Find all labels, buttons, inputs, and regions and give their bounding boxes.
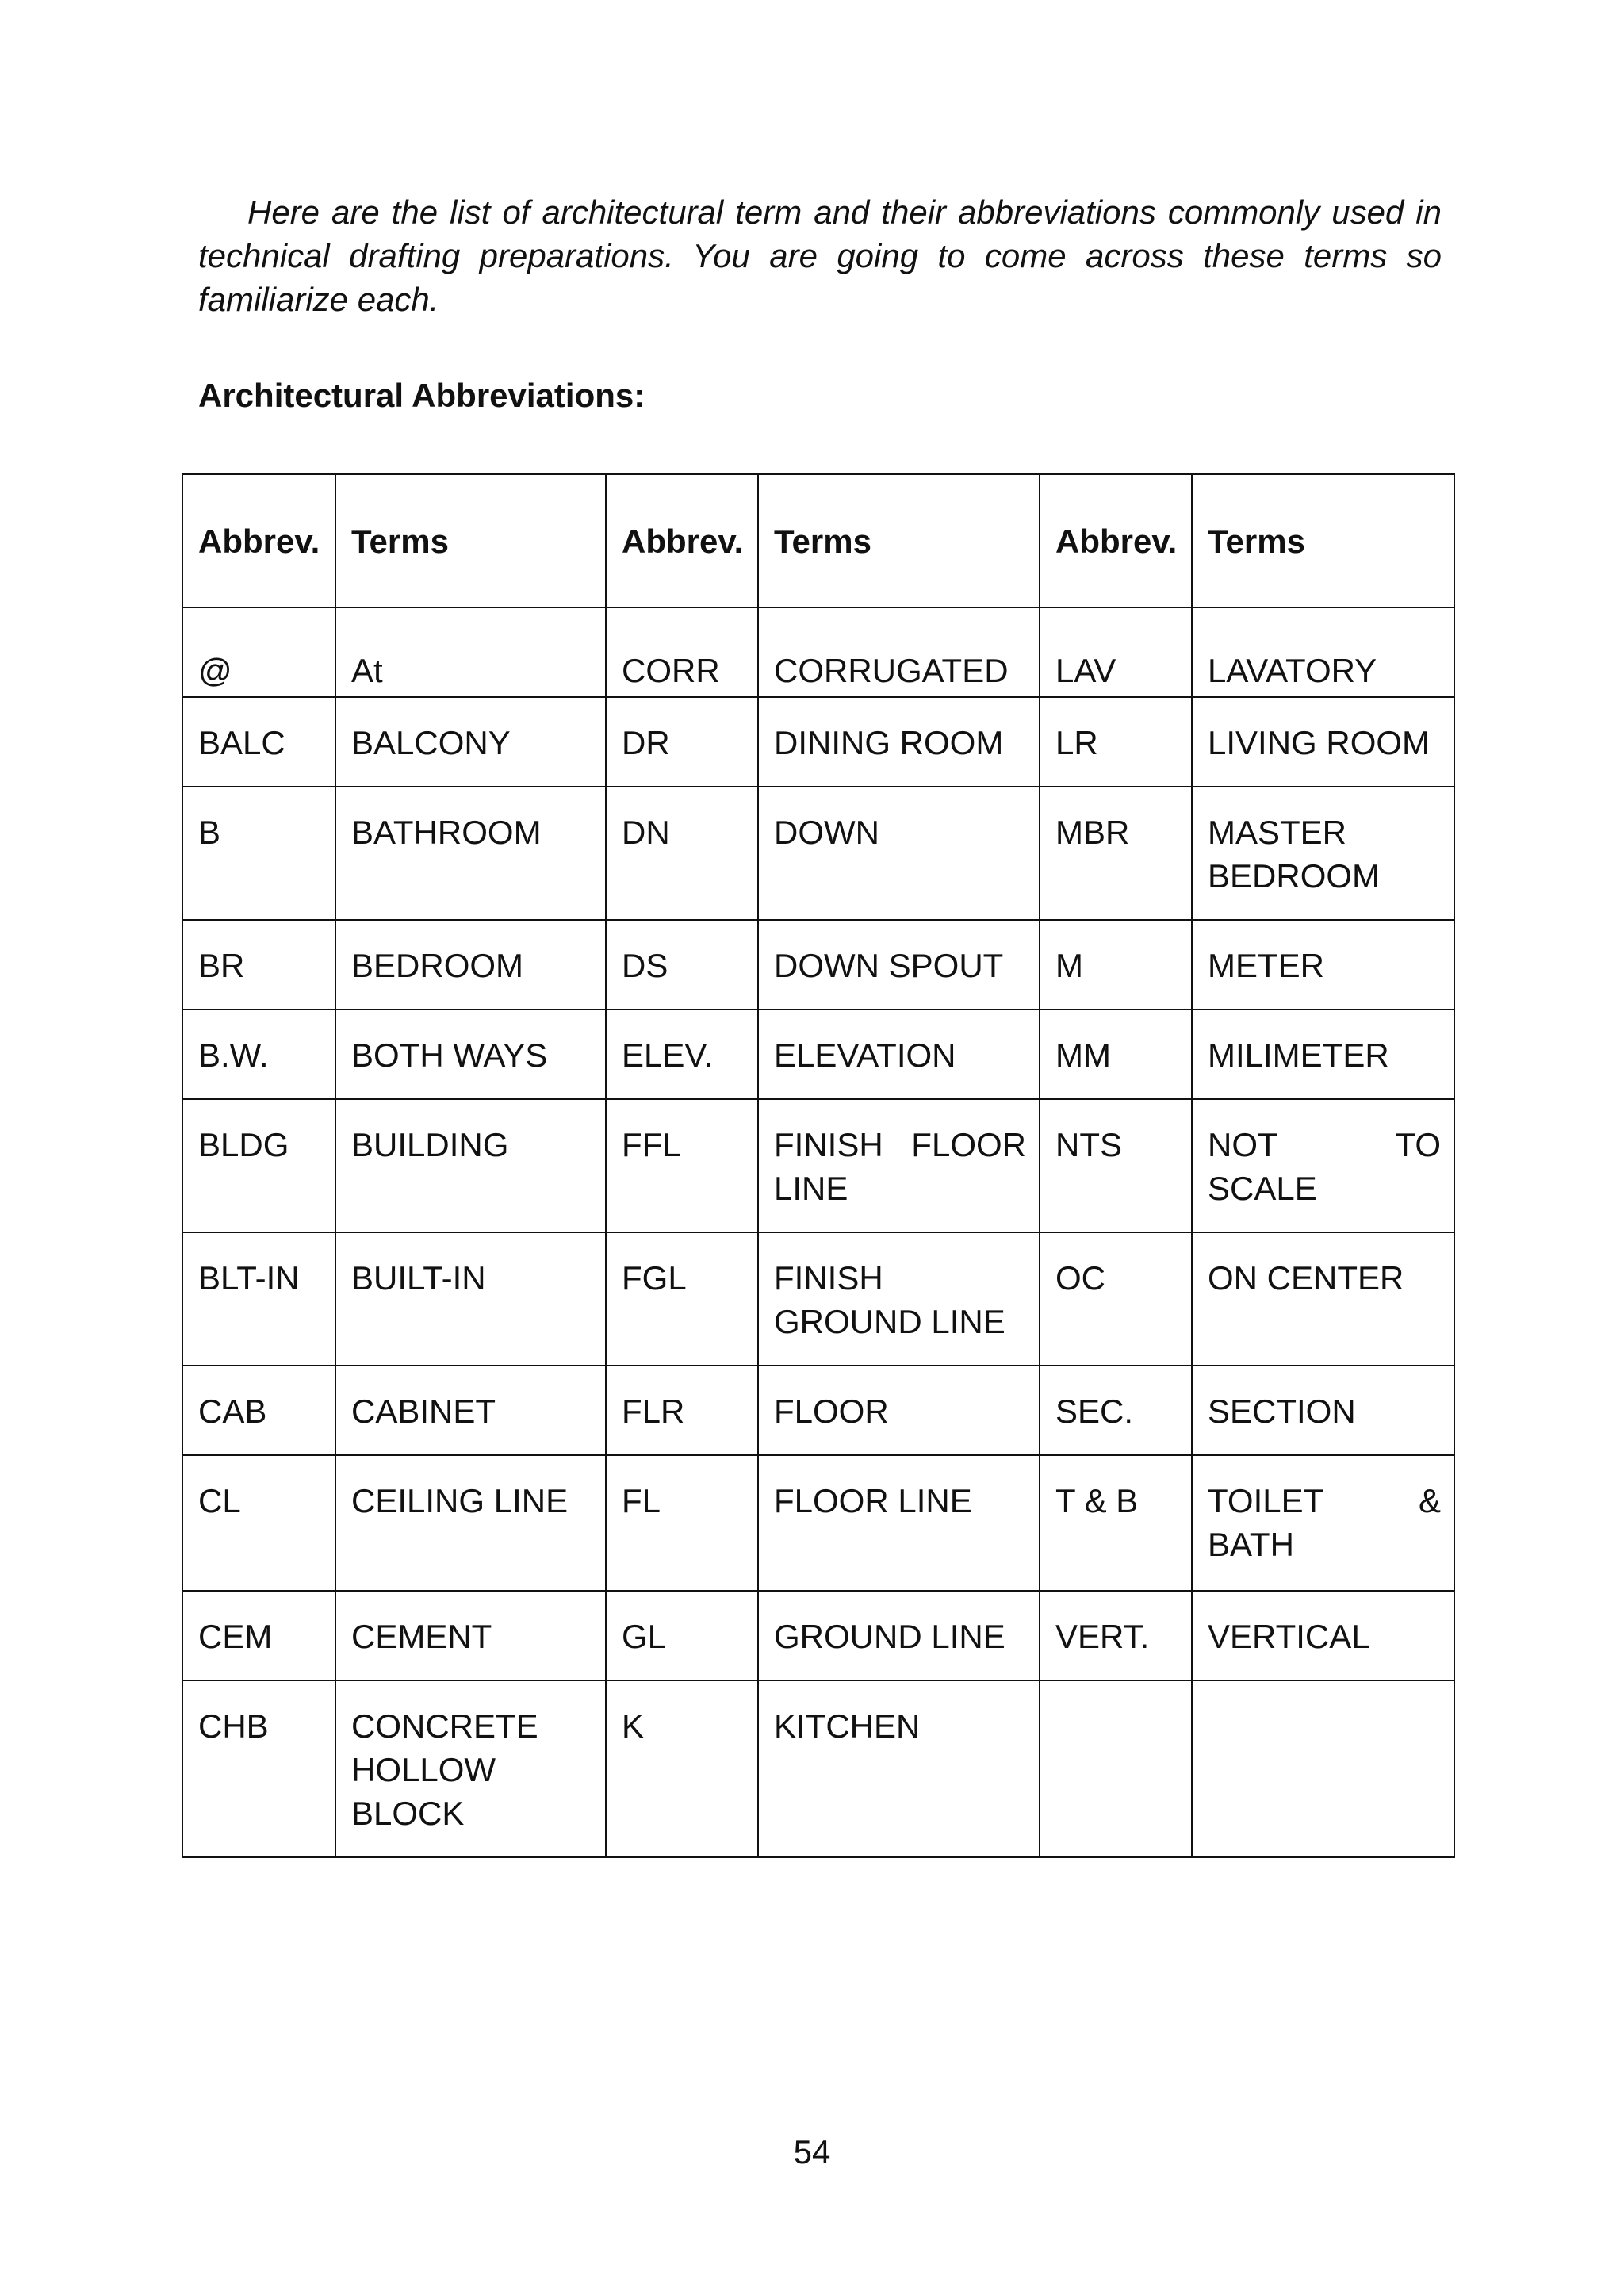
abbrev-cell [606, 1232, 758, 1366]
term-text: DOWN SPOUT [774, 947, 1004, 984]
abbrev-text: BR [198, 947, 245, 984]
abbrev-text: LAV [1055, 652, 1116, 689]
abbrev-text: GL [622, 1618, 667, 1655]
term-cell [1192, 787, 1454, 920]
abbrev-cell [1040, 697, 1192, 787]
abbrev-text: MBR [1055, 814, 1130, 851]
abbrev-cell [182, 607, 335, 697]
table-row [182, 1099, 1454, 1232]
term-cell [758, 1366, 1040, 1455]
abbrev-cell [182, 1680, 335, 1857]
abbrev-cell [182, 1591, 335, 1680]
abbrev-text: CHB [198, 1707, 269, 1745]
abbrev-cell [606, 607, 758, 697]
header-terms: Terms [1192, 474, 1454, 607]
abbrev-cell [1040, 607, 1192, 697]
abbrev-cell [1040, 1591, 1192, 1680]
term-text: MILIMETER [1208, 1036, 1389, 1074]
term-cell [335, 787, 606, 920]
header-terms: Terms [758, 474, 1040, 607]
abbrev-text: NTS [1055, 1126, 1122, 1163]
abbrev-text [1055, 1681, 1178, 1704]
header-abbrev: Abbrev. [606, 474, 758, 607]
abbrev-cell [606, 920, 758, 1010]
term-cell [758, 920, 1040, 1010]
term-text: ELEVATION [774, 1036, 956, 1074]
abbrev-text: BLDG [198, 1126, 289, 1163]
table-row [182, 1232, 1454, 1366]
term-cell [335, 697, 606, 787]
abbrev-text: CL [198, 1482, 241, 1519]
term-cell [335, 1099, 606, 1232]
term-text: LAVATORY [1208, 652, 1377, 689]
table-row [182, 1455, 1454, 1591]
abbrev-text: FLR [622, 1393, 685, 1430]
term-cell [758, 697, 1040, 787]
abbrev-text: CEM [198, 1618, 273, 1655]
term-cell [335, 1455, 606, 1591]
abbrev-cell [182, 1010, 335, 1099]
abbrev-text: BALC [198, 724, 285, 761]
term-cell [335, 1366, 606, 1455]
section-title: Architectural Abbreviations: [198, 377, 645, 414]
abbrev-text: DN [622, 814, 670, 851]
abbrev-cell [182, 1099, 335, 1232]
table-row [182, 1366, 1454, 1455]
abbrev-cell [606, 1366, 758, 1455]
term-text: GROUND LINE [774, 1618, 1005, 1655]
term-text: At [351, 652, 383, 689]
term-text: MASTER BEDROOM [1208, 814, 1381, 895]
table-row [182, 1680, 1454, 1857]
table-row [182, 1591, 1454, 1680]
term-cell [1192, 1099, 1454, 1232]
abbrev-text: DR [622, 724, 670, 761]
term-text: FLOOR LINE [774, 1482, 972, 1519]
term-text: SECTION [1208, 1393, 1356, 1430]
term-cell [335, 920, 606, 1010]
abbrev-cell [1040, 920, 1192, 1010]
abbrev-text: T & B [1055, 1482, 1139, 1519]
term-text [1208, 1681, 1441, 1704]
abbrev-text: CORR [622, 652, 720, 689]
abbrev-text: OC [1055, 1259, 1105, 1297]
abbrev-text: LR [1055, 724, 1098, 761]
term-text: CEMENT [351, 1618, 492, 1655]
abbrev-cell [182, 920, 335, 1010]
term-cell [1192, 1455, 1454, 1591]
abbrev-cell [1040, 1366, 1192, 1455]
table-row [182, 1010, 1454, 1099]
table-row [182, 697, 1454, 787]
abbrev-text: M [1055, 947, 1083, 984]
term-text: BUILT-IN [351, 1259, 486, 1297]
term-text: CORRUGATED [774, 652, 1009, 689]
term-cell [1192, 1366, 1454, 1455]
abbrev-text: ELEV. [622, 1036, 714, 1074]
abbrev-text: DS [622, 947, 668, 984]
intro-paragraph: Here are the list of architectural term and their abbreviations commonly used in technical drafting preparations. You are going to come across these terms so familiarize each. [198, 193, 1442, 318]
header-abbrev: Abbrev. [1040, 474, 1192, 607]
term-text: BOTH WAYS [351, 1036, 548, 1074]
term-cell [1192, 607, 1454, 697]
term-text: METER [1208, 947, 1324, 984]
term-text: DOWN [774, 814, 879, 851]
term-cell [758, 1232, 1040, 1366]
abbreviations-table [182, 473, 1455, 1858]
abbrev-text: FL [622, 1482, 661, 1519]
abbrev-text: B [198, 814, 221, 851]
term-text: ON CENTER [1208, 1259, 1404, 1297]
term-text: FINISH FLOOR LINE [774, 1126, 1026, 1207]
term-text: KITCHEN [774, 1707, 921, 1745]
term-cell [758, 1591, 1040, 1680]
abbrev-text: MM [1055, 1036, 1111, 1074]
abbrev-cell [606, 1591, 758, 1680]
term-cell [335, 1680, 606, 1857]
table-row [182, 787, 1454, 920]
header-abbrev: Abbrev. [182, 474, 335, 607]
abbrev-cell [182, 1232, 335, 1366]
term-cell [1192, 920, 1454, 1010]
term-text: FLOOR [774, 1393, 889, 1430]
term-text: BATHROOM [351, 814, 542, 851]
abbrev-cell [606, 697, 758, 787]
term-cell [1192, 1591, 1454, 1680]
table-header-row [182, 474, 1454, 607]
term-text: BALCONY [351, 724, 511, 761]
abbrev-cell [606, 1455, 758, 1591]
abbrev-cell [606, 787, 758, 920]
term-cell [758, 1010, 1040, 1099]
abbrev-text: FGL [622, 1259, 687, 1297]
abbrev-cell [606, 1010, 758, 1099]
term-text: TOILET & BATH [1208, 1482, 1441, 1563]
term-cell [335, 1232, 606, 1366]
abbrev-text: CAB [198, 1393, 267, 1430]
term-cell [1192, 697, 1454, 787]
term-cell [758, 607, 1040, 697]
term-text: NOT TO SCALE [1208, 1126, 1441, 1207]
term-cell [758, 1680, 1040, 1857]
abbrev-cell [1040, 1010, 1192, 1099]
term-text: DINING ROOM [774, 724, 1004, 761]
term-cell [1192, 1680, 1454, 1857]
term-cell [335, 1591, 606, 1680]
term-cell [335, 607, 606, 697]
term-text: CABINET [351, 1393, 496, 1430]
term-cell [758, 1455, 1040, 1591]
abbrev-text: VERT. [1055, 1618, 1150, 1655]
abbrev-text: K [622, 1707, 645, 1745]
abbrev-cell [606, 1680, 758, 1857]
term-cell [1192, 1232, 1454, 1366]
abbrev-cell [1040, 787, 1192, 920]
abbrev-cell [182, 787, 335, 920]
term-text: FINISH GROUND LINE [774, 1259, 1005, 1340]
abbrev-cell [182, 1366, 335, 1455]
abbrev-text: FFL [622, 1126, 681, 1163]
term-cell [758, 787, 1040, 920]
abbrev-cell [182, 697, 335, 787]
term-text: VERTICAL [1208, 1618, 1370, 1655]
abbrev-text: SEC. [1055, 1393, 1134, 1430]
term-text: LIVING ROOM [1208, 724, 1431, 761]
abbrev-cell [1040, 1232, 1192, 1366]
abbrev-cell [1040, 1099, 1192, 1232]
term-cell [335, 1010, 606, 1099]
abbrev-cell [606, 1099, 758, 1232]
term-text: CEILING LINE [351, 1482, 569, 1519]
term-text: BUILDING [351, 1126, 509, 1163]
abbrev-cell [1040, 1455, 1192, 1591]
term-cell [758, 1099, 1040, 1232]
abbrev-cell [1040, 1680, 1192, 1857]
page-number: 54 [793, 2133, 831, 2170]
term-text: CONCRETE HOLLOW BLOCK [351, 1707, 538, 1832]
abbrev-cell [182, 1455, 335, 1591]
header-terms: Terms [335, 474, 606, 607]
abbrev-text: BLT-IN [198, 1259, 300, 1297]
table-row [182, 607, 1454, 697]
term-text: BEDROOM [351, 947, 524, 984]
table-row [182, 920, 1454, 1010]
abbrev-text: B.W. [198, 1036, 269, 1074]
term-cell [1192, 1010, 1454, 1099]
abbrev-text: @ [198, 652, 232, 689]
